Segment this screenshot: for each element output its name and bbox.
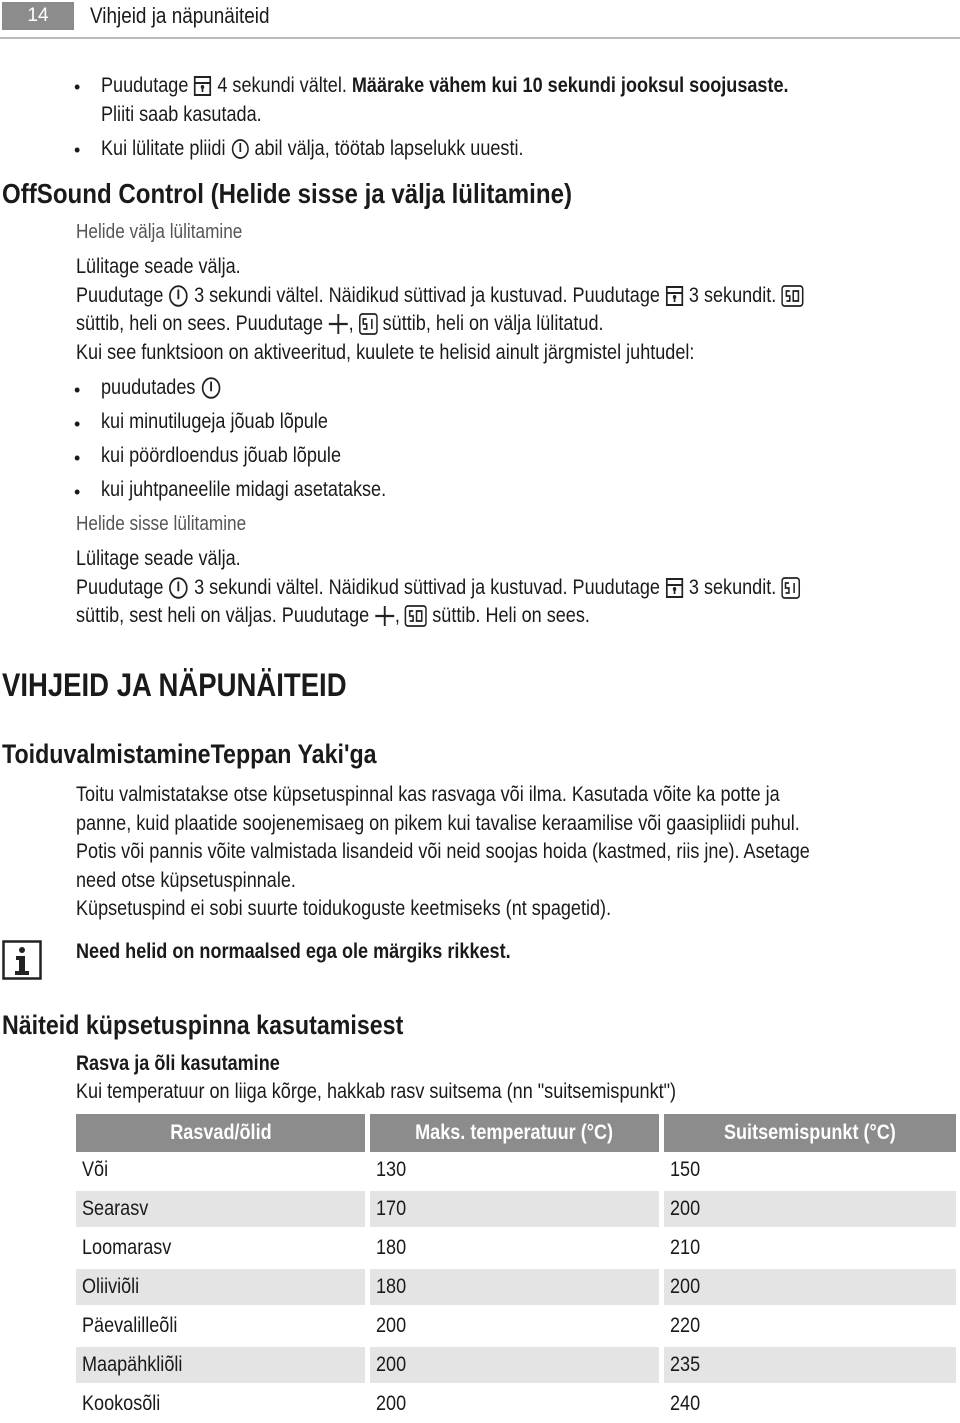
table-cell-smoke-point: 235: [664, 1347, 956, 1383]
table-cell-smoke-point: 210: [670, 1236, 701, 1259]
list-item-power-off: Kui lülitate pliidi abil välja, töötab lapselukk uuesti.: [101, 137, 524, 160]
tips-para-line2: panne, kuid plaatide soojenemisaeg on pikem kui tavalise keraamilise või gaasipliidi puhul.: [76, 812, 800, 835]
bullet-dot: •: [74, 140, 81, 160]
power-icon: [168, 576, 189, 600]
power-icon: [231, 138, 250, 160]
tips-para-line1: Toitu valmistatakse otse küpsetuspinnal kas rasvaga või ilma. Kasutada võite ka potte ja: [76, 783, 780, 806]
tips-para-line3: Potis või pannis võite valmistada lisandeid või neid soojas hoida (kastmed, riis jne). Asetage: [76, 840, 810, 863]
section-title-examples: Näiteid küpsetuspinna kasutamisest: [2, 1010, 404, 1040]
bullet-dot: •: [74, 414, 81, 434]
table-header-row: [76, 1114, 956, 1152]
info-note: Need helid on normaalsed ega ole märgiks rikkest.: [76, 940, 511, 963]
section-title-tips: VIHJEID JA NÄPUNÄITEID: [2, 667, 347, 703]
table-row: [76, 1386, 956, 1422]
display-so-icon: [781, 285, 803, 307]
table-cell-max-temp: 200: [376, 1314, 407, 1337]
table-header-smoke-point: Suitsemispunkt (°C): [664, 1114, 956, 1152]
power-icon: [168, 284, 189, 308]
table-row: [76, 1230, 956, 1266]
table-cell-smoke-point: 220: [670, 1314, 701, 1337]
bullet-dot: •: [74, 77, 81, 97]
on-line3: süttib, sest heli on väljas. Puudutage , süttib. Heli on sees.: [76, 604, 590, 627]
table-cell-fat: Maapähkliõli: [76, 1347, 365, 1383]
fat-title: Rasva ja õli kasutamine: [76, 1052, 280, 1075]
bullet-dot: •: [74, 380, 81, 400]
table-cell-fat: Või: [82, 1158, 109, 1181]
table-cell-smoke-point: 200: [664, 1191, 956, 1227]
sound-case-3: kui pöördloendus jõuab lõpule: [101, 444, 341, 467]
power-icon: [200, 376, 221, 400]
table-cell-max-temp: 200: [370, 1347, 659, 1383]
table-cell-fat: Searasv: [76, 1191, 365, 1227]
table-cell-fat: Päevalilleõli: [82, 1314, 178, 1337]
table-cell-smoke-point: 240: [670, 1392, 701, 1415]
display-so-icon: [405, 605, 427, 627]
table-row: [76, 1152, 956, 1188]
sound-case-1: puudutades: [101, 376, 241, 400]
table-cell-max-temp: 200: [376, 1392, 407, 1415]
page-number: 14: [2, 2, 74, 30]
on-line1: Lülitage seade välja.: [76, 547, 241, 570]
table-row: [76, 1347, 956, 1383]
off-line3: süttib, heli on sees. Puudutage , süttib, heli on välja lülitatud.: [76, 312, 604, 335]
section-title-offsound: OffSound Control (Helide sisse ja välja lülitamine): [2, 178, 573, 209]
plus-icon: [328, 312, 349, 336]
display-s1-icon: [781, 577, 800, 599]
off-line4: Kui see funktsioon on aktiveeritud, kuulete te helisid ainult järgmistel juhtudel:: [76, 341, 695, 364]
table-header-max-temp: Maks. temperatuur (°C): [370, 1114, 659, 1152]
fat-description: Kui temperatuur on liiga kõrge, hakkab rasv suitsema (nn "suitsemispunkt"): [76, 1080, 677, 1103]
table-cell-max-temp: 180: [370, 1269, 659, 1305]
tips-para-line4: need otse küpsetuspinnale.: [76, 869, 296, 892]
plus-icon: [374, 604, 395, 628]
on-subtitle: Helide sisse lülitamine: [76, 513, 247, 535]
sound-case-2: kui minutilugeja jõuab lõpule: [101, 410, 328, 433]
header-rule: [0, 37, 960, 39]
off-line2: Puudutage 3 sekundi vältel. Näidikud süttivad ja kustuvad. Puudutage 3 sekundit.: [76, 284, 922, 308]
list-item-lock-4s: Puudutage 4 sekundi vältel. Määrake vähem kui 10 sekundi jooksul soojusaste.: [101, 74, 789, 97]
lock-key-icon: [193, 75, 212, 97]
lock-key-icon: [665, 285, 684, 307]
table-cell-fat: Loomarasv: [82, 1236, 172, 1259]
table-header-fat: Rasvad/õlid: [76, 1114, 365, 1152]
bullet-dot: •: [74, 448, 81, 468]
table-cell-smoke-point: 200: [664, 1269, 956, 1305]
subsection-title-teppan: ToiduvalmistamineTeppan Yaki'ga: [2, 739, 377, 769]
tips-para-line5: Küpsetuspind ei sobi suurte toidukoguste keetmiseks (nt spagetid).: [76, 897, 612, 920]
table-cell-max-temp: 170: [370, 1191, 659, 1227]
table-cell-max-temp: 180: [376, 1236, 407, 1259]
table-cell-max-temp: 130: [376, 1158, 407, 1181]
sound-case-4: kui juhtpaneelile midagi asetatakse.: [101, 478, 387, 501]
table-row: [76, 1308, 956, 1344]
running-title: Vihjeid ja näpunäiteid: [90, 3, 270, 28]
table-cell-fat: Oliiviõli: [76, 1269, 365, 1305]
table-row: [76, 1191, 956, 1227]
off-subtitle: Helide välja lülitamine: [76, 221, 243, 243]
table-cell-smoke-point: 150: [670, 1158, 701, 1181]
table-row: [76, 1269, 956, 1305]
list-item-line2: Pliiti saab kasutada.: [101, 103, 262, 126]
info-icon: [2, 940, 42, 980]
bullet-dot: •: [74, 482, 81, 502]
lock-key-icon: [665, 577, 684, 599]
display-s1-icon: [359, 313, 378, 335]
off-line1: Lülitage seade välja.: [76, 255, 241, 278]
on-line2: Puudutage 3 sekundi vältel. Näidikud süttivad ja kustuvad. Puudutage 3 sekundit.: [76, 576, 918, 600]
table-cell-fat: Kookosõli: [82, 1392, 161, 1415]
